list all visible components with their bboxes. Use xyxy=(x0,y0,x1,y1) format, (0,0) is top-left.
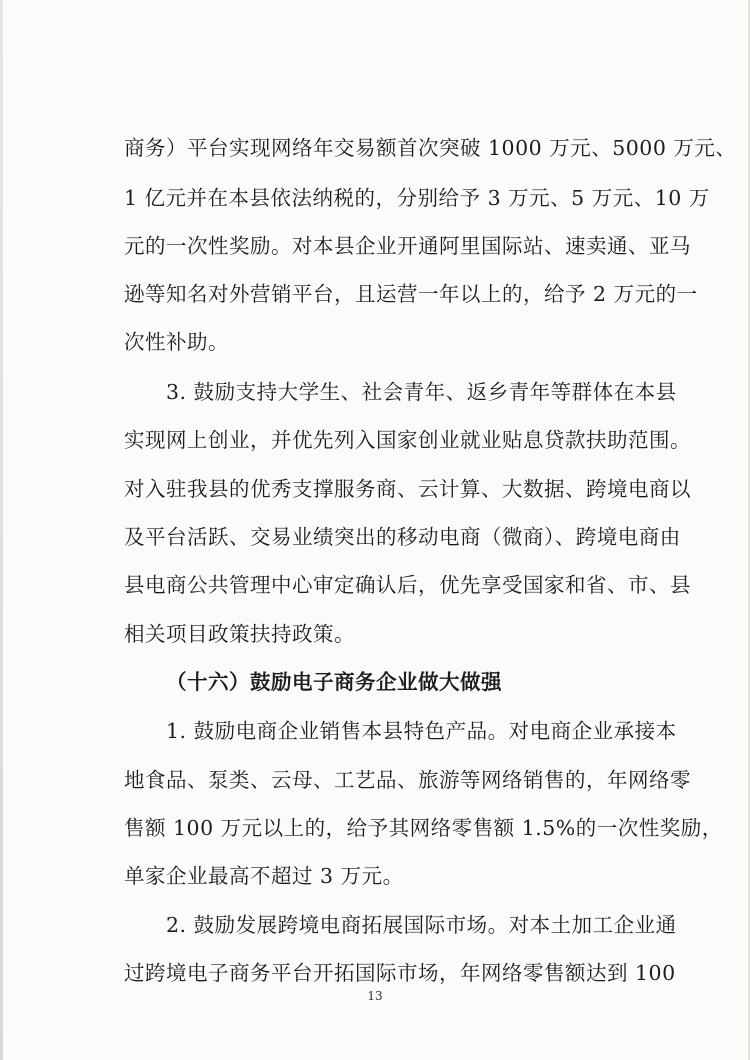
page-number: 13 xyxy=(367,989,383,1003)
text-line: 过跨境电子商务平台开拓国际市场，年网络零售额达到 100 xyxy=(124,961,676,985)
text-line: 县电商公共管理中心审定确认后，优先享受国家和省、市、县 xyxy=(124,573,691,597)
text-line: 对入驻我县的优秀支撑服务商、云计算、大数据、跨境电商以 xyxy=(124,477,691,501)
section-heading: （十六）鼓励电子商务企业做大做强 xyxy=(166,670,502,694)
text-line: 地食品、泵类、云母、工艺品、旅游等网络销售的，年网络零 xyxy=(124,768,691,792)
text-line: 2. 鼓励发展跨境电商拓展国际市场。对本土加工企业通 xyxy=(166,913,677,937)
text-line: 实现网上创业，并优先列入国家创业就业贴息贷款扶助范围。 xyxy=(124,428,691,452)
scan-edge-left xyxy=(0,0,3,1060)
text-line: 商务）平台实现网络年交易额首次突破 1000 万元、5000 万元、 xyxy=(124,136,737,160)
text-line: 次性补助。 xyxy=(124,330,229,354)
text-line: 及平台活跃、交易业绩突出的移动电商（微商）、跨境电商由 xyxy=(124,525,681,549)
text-line: 1. 鼓励电商企业销售本县特色产品。对电商企业承接本 xyxy=(166,719,677,743)
text-line: 售额 100 万元以上的，给予其网络零售额 1.5%的一次性奖励， xyxy=(124,816,723,840)
text-line: 元的一次性奖励。对本县企业开通阿里国际站、速卖通、亚马 xyxy=(124,234,691,258)
text-line: 3. 鼓励支持大学生、社会青年、返乡青年等群体在本县 xyxy=(166,380,677,404)
text-line: 逊等知名对外营销平台，且运营一年以上的，给予 2 万元的一 xyxy=(124,282,698,306)
text-line: 1 亿元并在本县依法纳税的，分别给予 3 万元、5 万元、10 万 xyxy=(124,186,710,210)
text-line: 单家企业最高不超过 3 万元。 xyxy=(124,864,404,888)
text-line: 相关项目政策扶持政策。 xyxy=(124,622,355,646)
